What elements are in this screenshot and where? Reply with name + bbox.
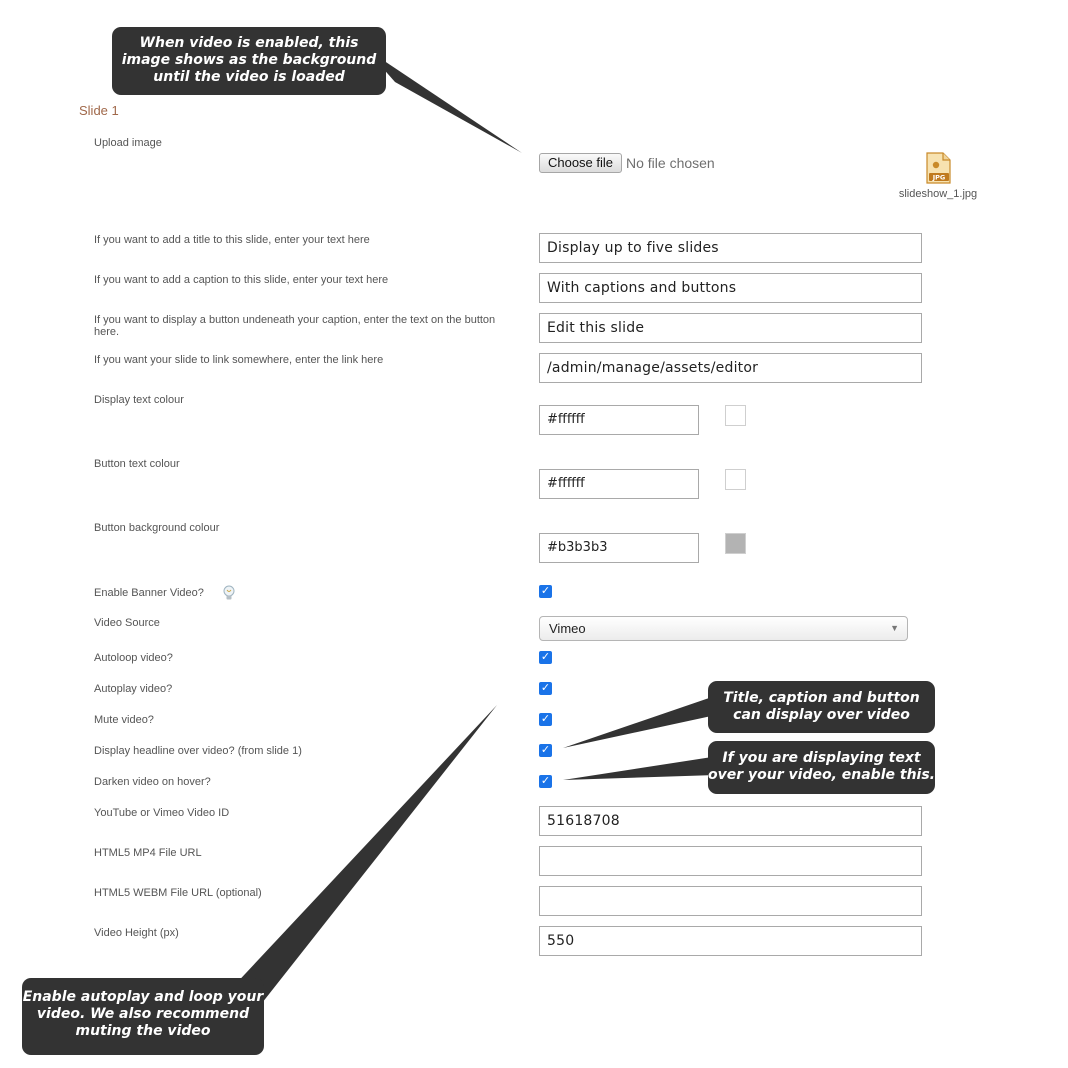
- button-bg-colour-label: Button background colour: [94, 522, 220, 534]
- button-text-colour-swatch[interactable]: [725, 469, 746, 490]
- button-text-input[interactable]: Edit this slide: [539, 313, 922, 343]
- chevron-down-icon: ▼: [890, 623, 899, 633]
- upload-image-label: Upload image: [94, 137, 162, 149]
- headline-over-video-label: Display headline over video? (from slide 1): [94, 745, 302, 757]
- callout-top-line-2: image shows as the background: [121, 52, 377, 68]
- callout-autoplay-loop: [22, 978, 264, 1055]
- callout-top-line-3: until the video is loaded: [153, 69, 345, 85]
- link-input[interactable]: /admin/manage/assets/editor: [539, 353, 922, 383]
- jpg-file-icon: [924, 152, 952, 184]
- title-input[interactable]: Display up to five slides: [539, 233, 922, 263]
- video-source-value: Vimeo: [549, 621, 586, 636]
- callout-right1-line-2: can display over video: [733, 707, 910, 723]
- button-bg-colour-swatch[interactable]: [725, 533, 746, 554]
- autoplay-label: Autoplay video?: [94, 683, 173, 695]
- display-text-colour-input[interactable]: #ffffff: [539, 405, 699, 435]
- webm-url-input[interactable]: [539, 886, 922, 916]
- callout-background-image: [112, 27, 386, 95]
- mute-label: Mute video?: [94, 714, 154, 726]
- callout-right2-line-1: If you are displaying text: [722, 750, 921, 766]
- section-title: Slide 1: [79, 103, 119, 118]
- title-label: If you want to add a title to this slide, enter your text here: [94, 234, 370, 246]
- autoplay-checkbox[interactable]: ✓: [540, 682, 551, 694]
- headline-over-video-checkbox[interactable]: ✓: [540, 744, 551, 756]
- button-text-colour-label: Button text colour: [94, 458, 180, 470]
- button-text-label: If you want to display a button undeneath your caption, enter the text on the button here.: [94, 314, 496, 338]
- link-label: If you want your slide to link somewhere, enter the link here: [94, 354, 384, 366]
- darken-on-hover-checkbox[interactable]: ✓: [540, 775, 551, 787]
- no-file-chosen-text: No file chosen: [626, 155, 715, 171]
- mute-checkbox[interactable]: ✓: [540, 713, 551, 725]
- webm-url-label: HTML5 WEBM File URL (optional): [94, 887, 262, 899]
- callout-displaying-text: [708, 741, 935, 794]
- mp4-url-input[interactable]: [539, 846, 922, 876]
- video-id-input[interactable]: 51618708: [539, 806, 922, 836]
- caption-input[interactable]: With captions and buttons: [539, 273, 922, 303]
- video-height-input[interactable]: 550: [539, 926, 922, 956]
- right2-callout-pointer: [563, 757, 716, 780]
- file-name: slideshow_1.jpg: [898, 188, 978, 200]
- caption-label: If you want to add a caption to this slide, enter your text here: [94, 274, 389, 286]
- callout-right1-line-1: Title, caption and button: [723, 690, 920, 706]
- video-id-label: YouTube or Vimeo Video ID: [94, 807, 230, 819]
- callout-top-line-1: When video is enabled, this: [139, 35, 359, 51]
- autoloop-checkbox[interactable]: ✓: [540, 651, 551, 663]
- callout-title-caption-button: [708, 681, 935, 733]
- lightbulb-icon[interactable]: [222, 584, 236, 602]
- choose-file-button[interactable]: Choose file: [539, 153, 622, 173]
- button-bg-colour-input[interactable]: #b3b3b3: [539, 533, 699, 563]
- enable-banner-video-text: Enable Banner Video?: [94, 587, 204, 599]
- autoloop-label: Autoloop video?: [94, 652, 173, 664]
- video-height-label: Video Height (px): [94, 927, 179, 939]
- callout-bottom-line-1: Enable autoplay and loop your: [22, 989, 264, 1005]
- right1-callout-pointer: [563, 697, 716, 748]
- callout-bottom-line-2: video. We also recommend: [36, 1006, 250, 1022]
- video-source-select[interactable]: [539, 616, 908, 641]
- enable-banner-video-label: [94, 587, 204, 599]
- display-text-colour-label: Display text colour: [94, 394, 184, 406]
- video-source-label: Video Source: [94, 617, 160, 629]
- button-text-colour-input[interactable]: #ffffff: [539, 469, 699, 499]
- uploaded-file[interactable]: [898, 152, 978, 200]
- callout-bottom-line-3: muting the video: [75, 1023, 211, 1039]
- enable-banner-video-checkbox[interactable]: ✓: [540, 585, 551, 597]
- mp4-url-label: HTML5 MP4 File URL: [94, 847, 202, 859]
- darken-on-hover-label: Darken video on hover?: [94, 776, 211, 788]
- display-text-colour-swatch[interactable]: [725, 405, 746, 426]
- callout-right2-line-2: over your video, enable this.: [708, 767, 935, 783]
- file-badge-text: JPG: [932, 173, 946, 182]
